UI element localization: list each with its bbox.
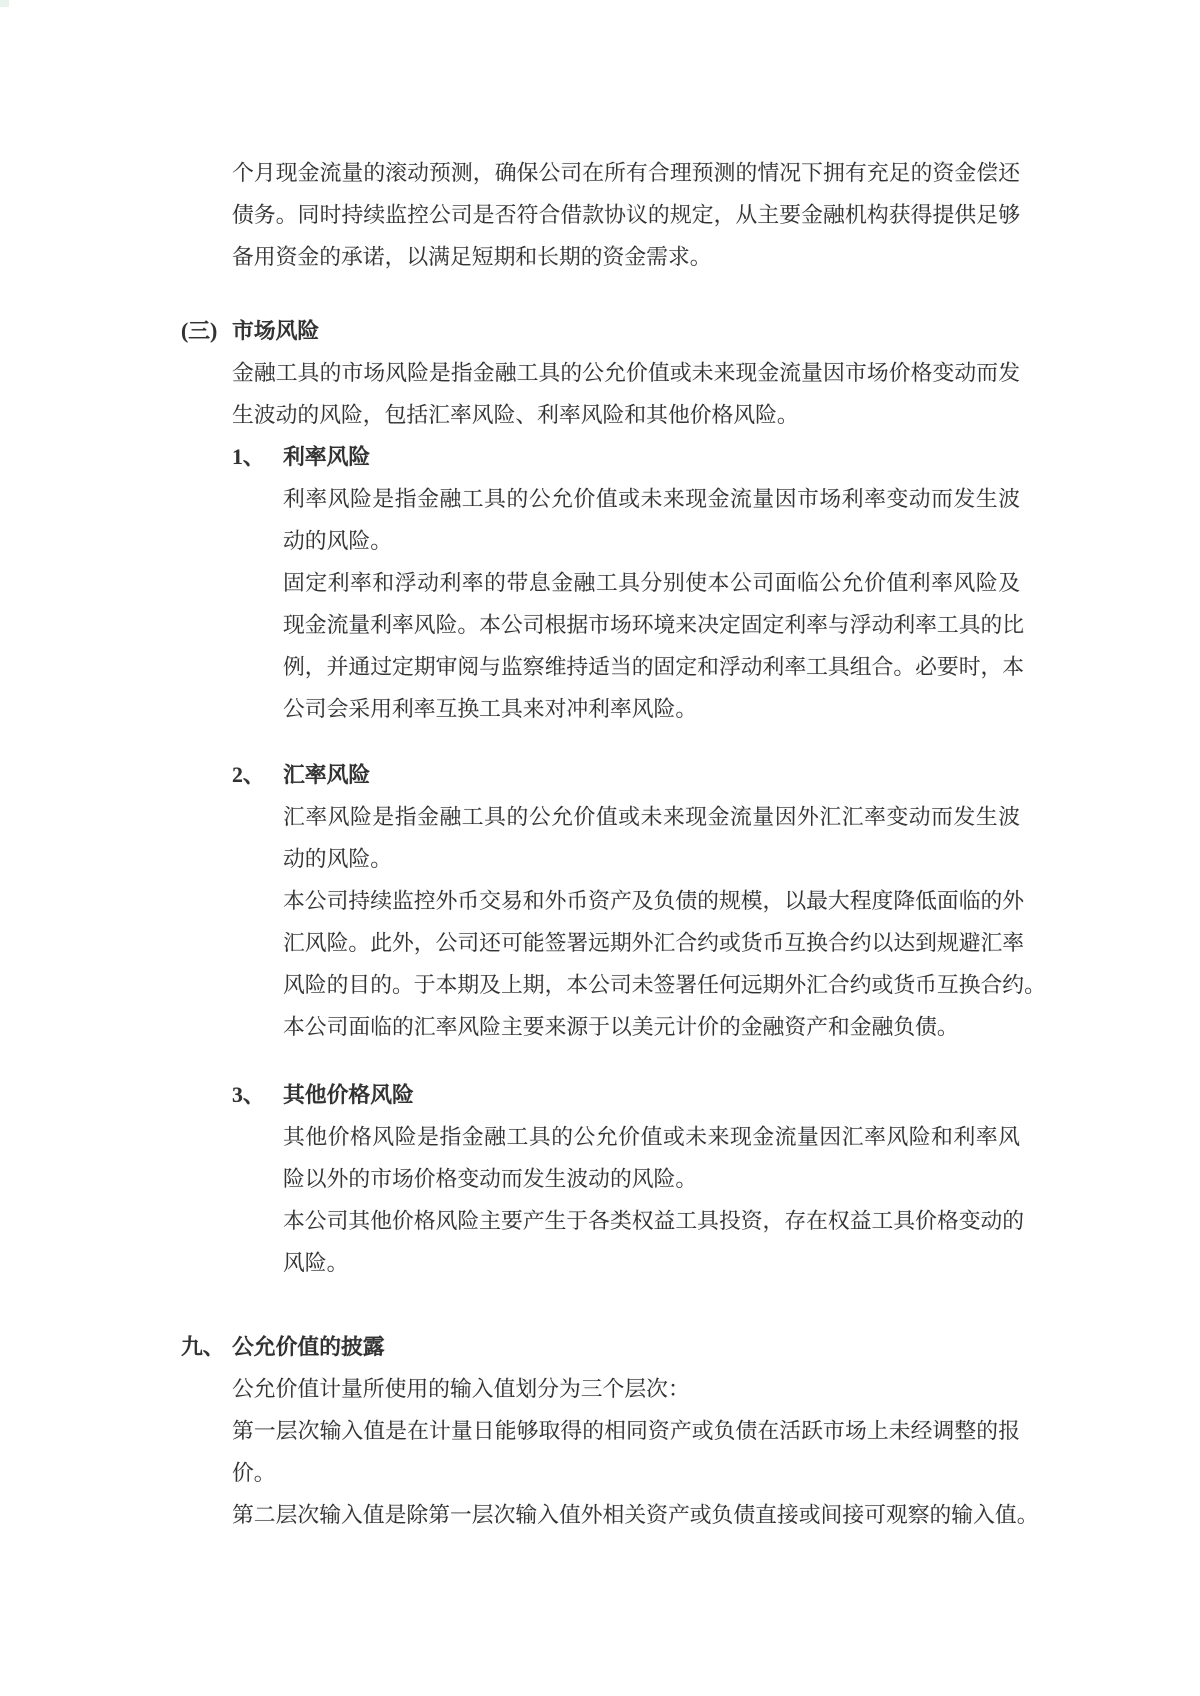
text-line: 金融工具的市场风险是指金融工具的公允价值或未来现金流量因市场价格变动而发 [232, 361, 1020, 385]
subsection-number: 3、 [232, 1083, 265, 1107]
subsection-heading-exchange-rate-risk [232, 754, 1200, 796]
subsection-title: 利率风险 [283, 445, 371, 469]
text-line: 本公司持续监控外币交易和外币资产及负债的规模，以最大程度降低面临的外 [283, 889, 1025, 913]
other-price-risk-paragraph [283, 1200, 1025, 1284]
subsection-title: 其他价格风险 [283, 1083, 414, 1107]
other-price-risk-paragraph [283, 1116, 1020, 1200]
exchange-rate-risk-paragraph [283, 796, 1020, 880]
text-line: 风险的目的。于本期及上期，本公司未签署任何远期外汇合约或货币互换合约。 [283, 973, 1046, 997]
text-line: 生波动的风险，包括汇率风险、利率风险和其他价格风险。 [232, 403, 799, 427]
section-heading-market-risk [181, 310, 1200, 352]
section-number: (三) [181, 319, 218, 343]
text-line: 公司会采用利率互换工具来对冲利率风险。 [283, 697, 698, 721]
fair-value-paragraph [232, 1368, 1020, 1410]
subsection-heading-interest-rate-risk [232, 436, 1200, 478]
interest-rate-risk-paragraph [283, 478, 1020, 562]
text-line: 汇风险。此外，公司还可能签署远期外汇合约或货币互换合约以达到规避汇率 [283, 931, 1025, 955]
text-line: 固定利率和浮动利率的带息金融工具分别使本公司面临公允价值利率风险及 [283, 571, 1020, 595]
section-title: 市场风险 [232, 319, 320, 343]
subsection-number: 1、 [232, 445, 265, 469]
section-title: 公允价值的披露 [232, 1335, 385, 1359]
fair-value-paragraph [232, 1410, 1020, 1494]
subsection-title: 汇率风险 [283, 763, 371, 787]
text-line: 例，并通过定期审阅与监察维持适当的固定和浮动利率工具组合。必要时，本 [283, 655, 1025, 679]
text-line: 第二层次输入值是除第一层次输入值外相关资产或负债直接或间接可观察的输入值。 [232, 1503, 1039, 1527]
subsection-heading-other-price-risk [232, 1074, 1200, 1116]
text-line: 本公司其他价格风险主要产生于各类权益工具投资，存在权益工具价格变动的 [283, 1209, 1025, 1233]
section-heading-fair-value-disclosure [181, 1326, 1200, 1368]
section-number: 九、 [181, 1335, 225, 1359]
text-line: 个月现金流量的滚动预测，确保公司在所有合理预测的情况下拥有充足的资金偿还 [232, 161, 1020, 185]
liquidity-continuation-paragraph [232, 152, 1020, 278]
text-line: 债务。同时持续监控公司是否符合借款协议的规定，从主要金融机构获得提供足够 [232, 203, 1020, 227]
text-line: 风险。 [283, 1251, 349, 1275]
text-line: 现金流量利率风险。本公司根据市场环境来决定固定利率与浮动利率工具的比 [283, 613, 1025, 637]
text-line: 公允价值计量所使用的输入值划分为三个层次： [232, 1377, 690, 1401]
text-line: 利率风险是指金融工具的公允价值或未来现金流量因市场利率变动而发生波 [283, 487, 1020, 511]
text-line: 本公司面临的汇率风险主要来源于以美元计价的金融资产和金融负债。 [283, 1015, 959, 1039]
interest-rate-risk-paragraph [283, 562, 1025, 730]
scan-artifact [0, 0, 9, 7]
text-line: 备用资金的承诺，以满足短期和长期的资金需求。 [232, 245, 712, 269]
text-line: 汇率风险是指金融工具的公允价值或未来现金流量因外汇汇率变动而发生波 [283, 805, 1020, 829]
text-line: 第一层次输入值是在计量日能够取得的相同资产或负债在活跃市场上未经调整的报 [232, 1419, 1020, 1443]
text-line: 价。 [232, 1461, 276, 1485]
fair-value-paragraph [232, 1494, 1039, 1536]
market-risk-intro-paragraph [232, 352, 1020, 436]
exchange-rate-risk-paragraph [283, 880, 1046, 1048]
text-line: 动的风险。 [283, 847, 392, 871]
text-line: 其他价格风险是指金融工具的公允价值或未来现金流量因汇率风险和利率风 [283, 1125, 1020, 1149]
text-line: 动的风险。 [283, 529, 392, 553]
subsection-number: 2、 [232, 763, 265, 787]
text-line: 险以外的市场价格变动而发生波动的风险。 [283, 1167, 698, 1191]
